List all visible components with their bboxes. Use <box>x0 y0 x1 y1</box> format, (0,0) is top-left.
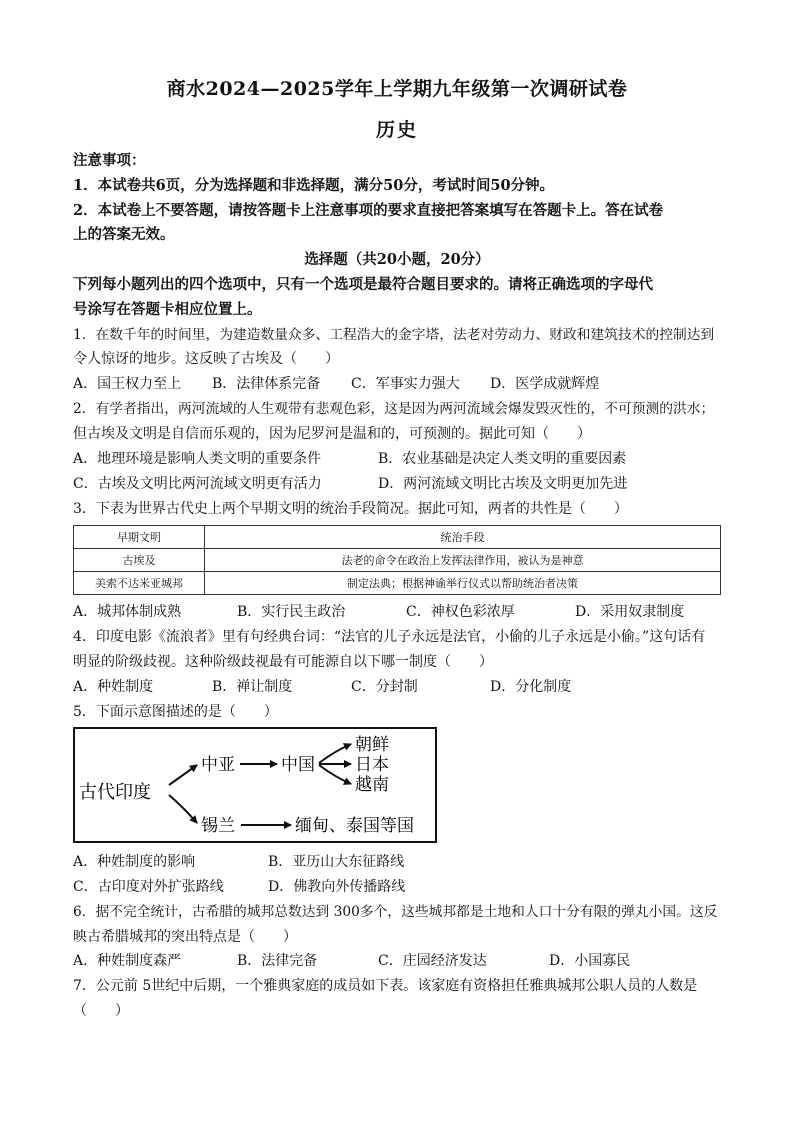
question-5-diagram <box>73 727 437 843</box>
section-title: 选择题（共20小题，20分） <box>304 251 490 268</box>
diagram-arrow-to-target-1 <box>319 744 351 763</box>
table-header-civilization: 早期文明 <box>74 526 205 549</box>
question-7-stem-line-2: （ ） <box>73 1003 129 1019</box>
question-6-option-a: A．种姓制度森严 <box>73 953 182 969</box>
table-cell: 古埃及 <box>74 549 205 572</box>
subject-title: 历史 <box>375 119 418 141</box>
diagram-target-3: 越南 <box>355 775 389 795</box>
question-1-option-a: A．国王权力至上 <box>73 376 182 392</box>
question-4-option-a: A．种姓制度 <box>73 679 154 695</box>
question-1-option-c: C．军事实力强大 <box>351 376 460 392</box>
question-6-option-b: B．法律完备 <box>237 953 318 969</box>
question-4-stem-line-2: 明显的阶级歧视。这种阶级歧视最有可能源自以下哪一制度（ ） <box>73 654 493 670</box>
question-4-option-c: C．分封制 <box>351 679 418 695</box>
table-row <box>74 572 721 595</box>
diagram-node-branch1-next: 中国 <box>281 755 315 775</box>
question-5-option-c: C．古印度对外扩张路线 <box>73 879 224 895</box>
question-1-stem-line-1: 1．在数千年的时间里，为建造数量众多、工程浩大的金字塔，法老对劳动力、财政和建筑技术的控制达到 <box>73 327 715 343</box>
question-5-option-a: A．种姓制度的影响 <box>73 854 196 870</box>
table-header-row <box>74 526 721 549</box>
diagram-arrow-to-target-3 <box>319 765 351 784</box>
notice-item-2-line-1: 2．本试卷上不要答题，请按答题卡上注意事项的要求直接把答案填写在答题卡上。答在试卷 <box>73 202 664 219</box>
question-4-option-d: D．分化制度 <box>490 679 572 695</box>
diagram-node-branch2: 锡兰 <box>201 816 235 836</box>
table-header-methods: 统治手段 <box>205 526 721 549</box>
exam-title: 商水2024—2025学年上学期九年级第一次调研试卷 <box>166 78 628 100</box>
notice-item-1: 1．本试卷共6页，分为选择题和非选择题，满分50分，考试时间50分钟。 <box>73 177 555 194</box>
diagram-arrow-origin-to-branch2 <box>169 795 197 823</box>
table-cell: 法老的命令在政治上发挥法律作用，被认为是神意 <box>205 549 721 572</box>
question-4-stem-line-1: 4．印度电影《流浪者》里有句经典台词：“法官的儿子永远是法官，小偷的儿子永远是小偷。”这句话有 <box>73 629 706 645</box>
question-3-table <box>73 525 721 595</box>
question-2-option-c: C．古埃及文明比两河流域文明更有活力 <box>73 476 322 492</box>
question-6-option-d: D．小国寡民 <box>549 953 631 969</box>
table-row <box>74 549 721 572</box>
question-2-option-a: A．地理环境是影响人类文明的重要条件 <box>73 451 322 467</box>
question-4-option-b: B．禅让制度 <box>212 679 293 695</box>
question-7-stem-line-1: 7．公元前 5世纪中后期，一个雅典家庭的成员如下表。该家庭有资格担任雅典城邦公职人员的人数是 <box>73 978 698 994</box>
table-cell: 制定法典；根据神谕举行仪式以帮助统治者决策 <box>205 572 721 595</box>
question-2-stem-line-2: 但古埃及文明是自信而乐观的，因为尼罗河是温和的，可预测的。据此可知（ ） <box>73 426 591 442</box>
question-1-option-d: D．医学成就辉煌 <box>490 376 600 392</box>
diagram-target-2: 日本 <box>355 755 389 775</box>
diagram-node-origin: 古代印度 <box>79 782 151 803</box>
question-5-option-d: D．佛教向外传播路线 <box>268 879 406 895</box>
question-3-stem: 3．下表为世界古代史上两个早期文明的统治手段简况。据此可知，两者的共性是（ ） <box>73 501 628 517</box>
diagram-node-branch2-next: 缅甸、泰国等国 <box>295 816 414 836</box>
question-1-stem-line-2: 令人惊讶的地步。这反映了古埃及（ ） <box>73 351 339 367</box>
question-3-option-a: A．城邦体制成熟 <box>73 604 182 620</box>
question-2-option-d: D．两河流域文明比古埃及文明更加先进 <box>378 476 628 492</box>
question-6-stem-line-1: 6．据不完全统计，古希腊的城邦总数达到 300多个，这些城邦都是土地和人口十分有限的弹丸小国。这反 <box>73 904 718 920</box>
question-5-option-b: B．亚历山大东征路线 <box>268 854 405 870</box>
diagram-target-1: 朝鲜 <box>355 735 389 755</box>
question-6-stem-line-2: 映古希腊城邦的突出特点是（ ） <box>73 929 297 945</box>
diagram-arrow-origin-to-branch1 <box>169 765 197 785</box>
question-6-option-c: C．庄园经济发达 <box>378 953 487 969</box>
question-3-option-c: C．神权色彩浓厚 <box>406 604 515 620</box>
question-5-stem: 5．下面示意图描述的是（ ） <box>73 704 278 720</box>
section-instruction-line-1: 下列每小题列出的四个选项中，只有一个选项是最符合题目要求的。请将正确选项的字母代 <box>73 276 653 293</box>
notice-item-2-line-2: 上的答案无效。 <box>73 226 175 243</box>
question-1-option-b: B．法律体系完备 <box>212 376 321 392</box>
question-3-option-b: B．实行民主政治 <box>237 604 346 620</box>
notice-heading: 注意事项： <box>73 152 146 169</box>
section-instruction-line-2: 号涂写在答题卡相应位置上。 <box>73 301 262 318</box>
diagram-node-branch1: 中亚 <box>201 755 235 775</box>
question-2-stem-line-1: 2．有学者指出，两河流域的人生观带有悲观色彩，这是因为两河流域会爆发毁灭性的，不可预测的洪水； <box>73 401 715 417</box>
table-cell: 美索不达米亚城邦 <box>74 572 205 595</box>
question-2-option-b: B．农业基础是决定人类文明的重要因素 <box>378 451 627 467</box>
question-3-option-d: D．采用奴隶制度 <box>575 604 685 620</box>
